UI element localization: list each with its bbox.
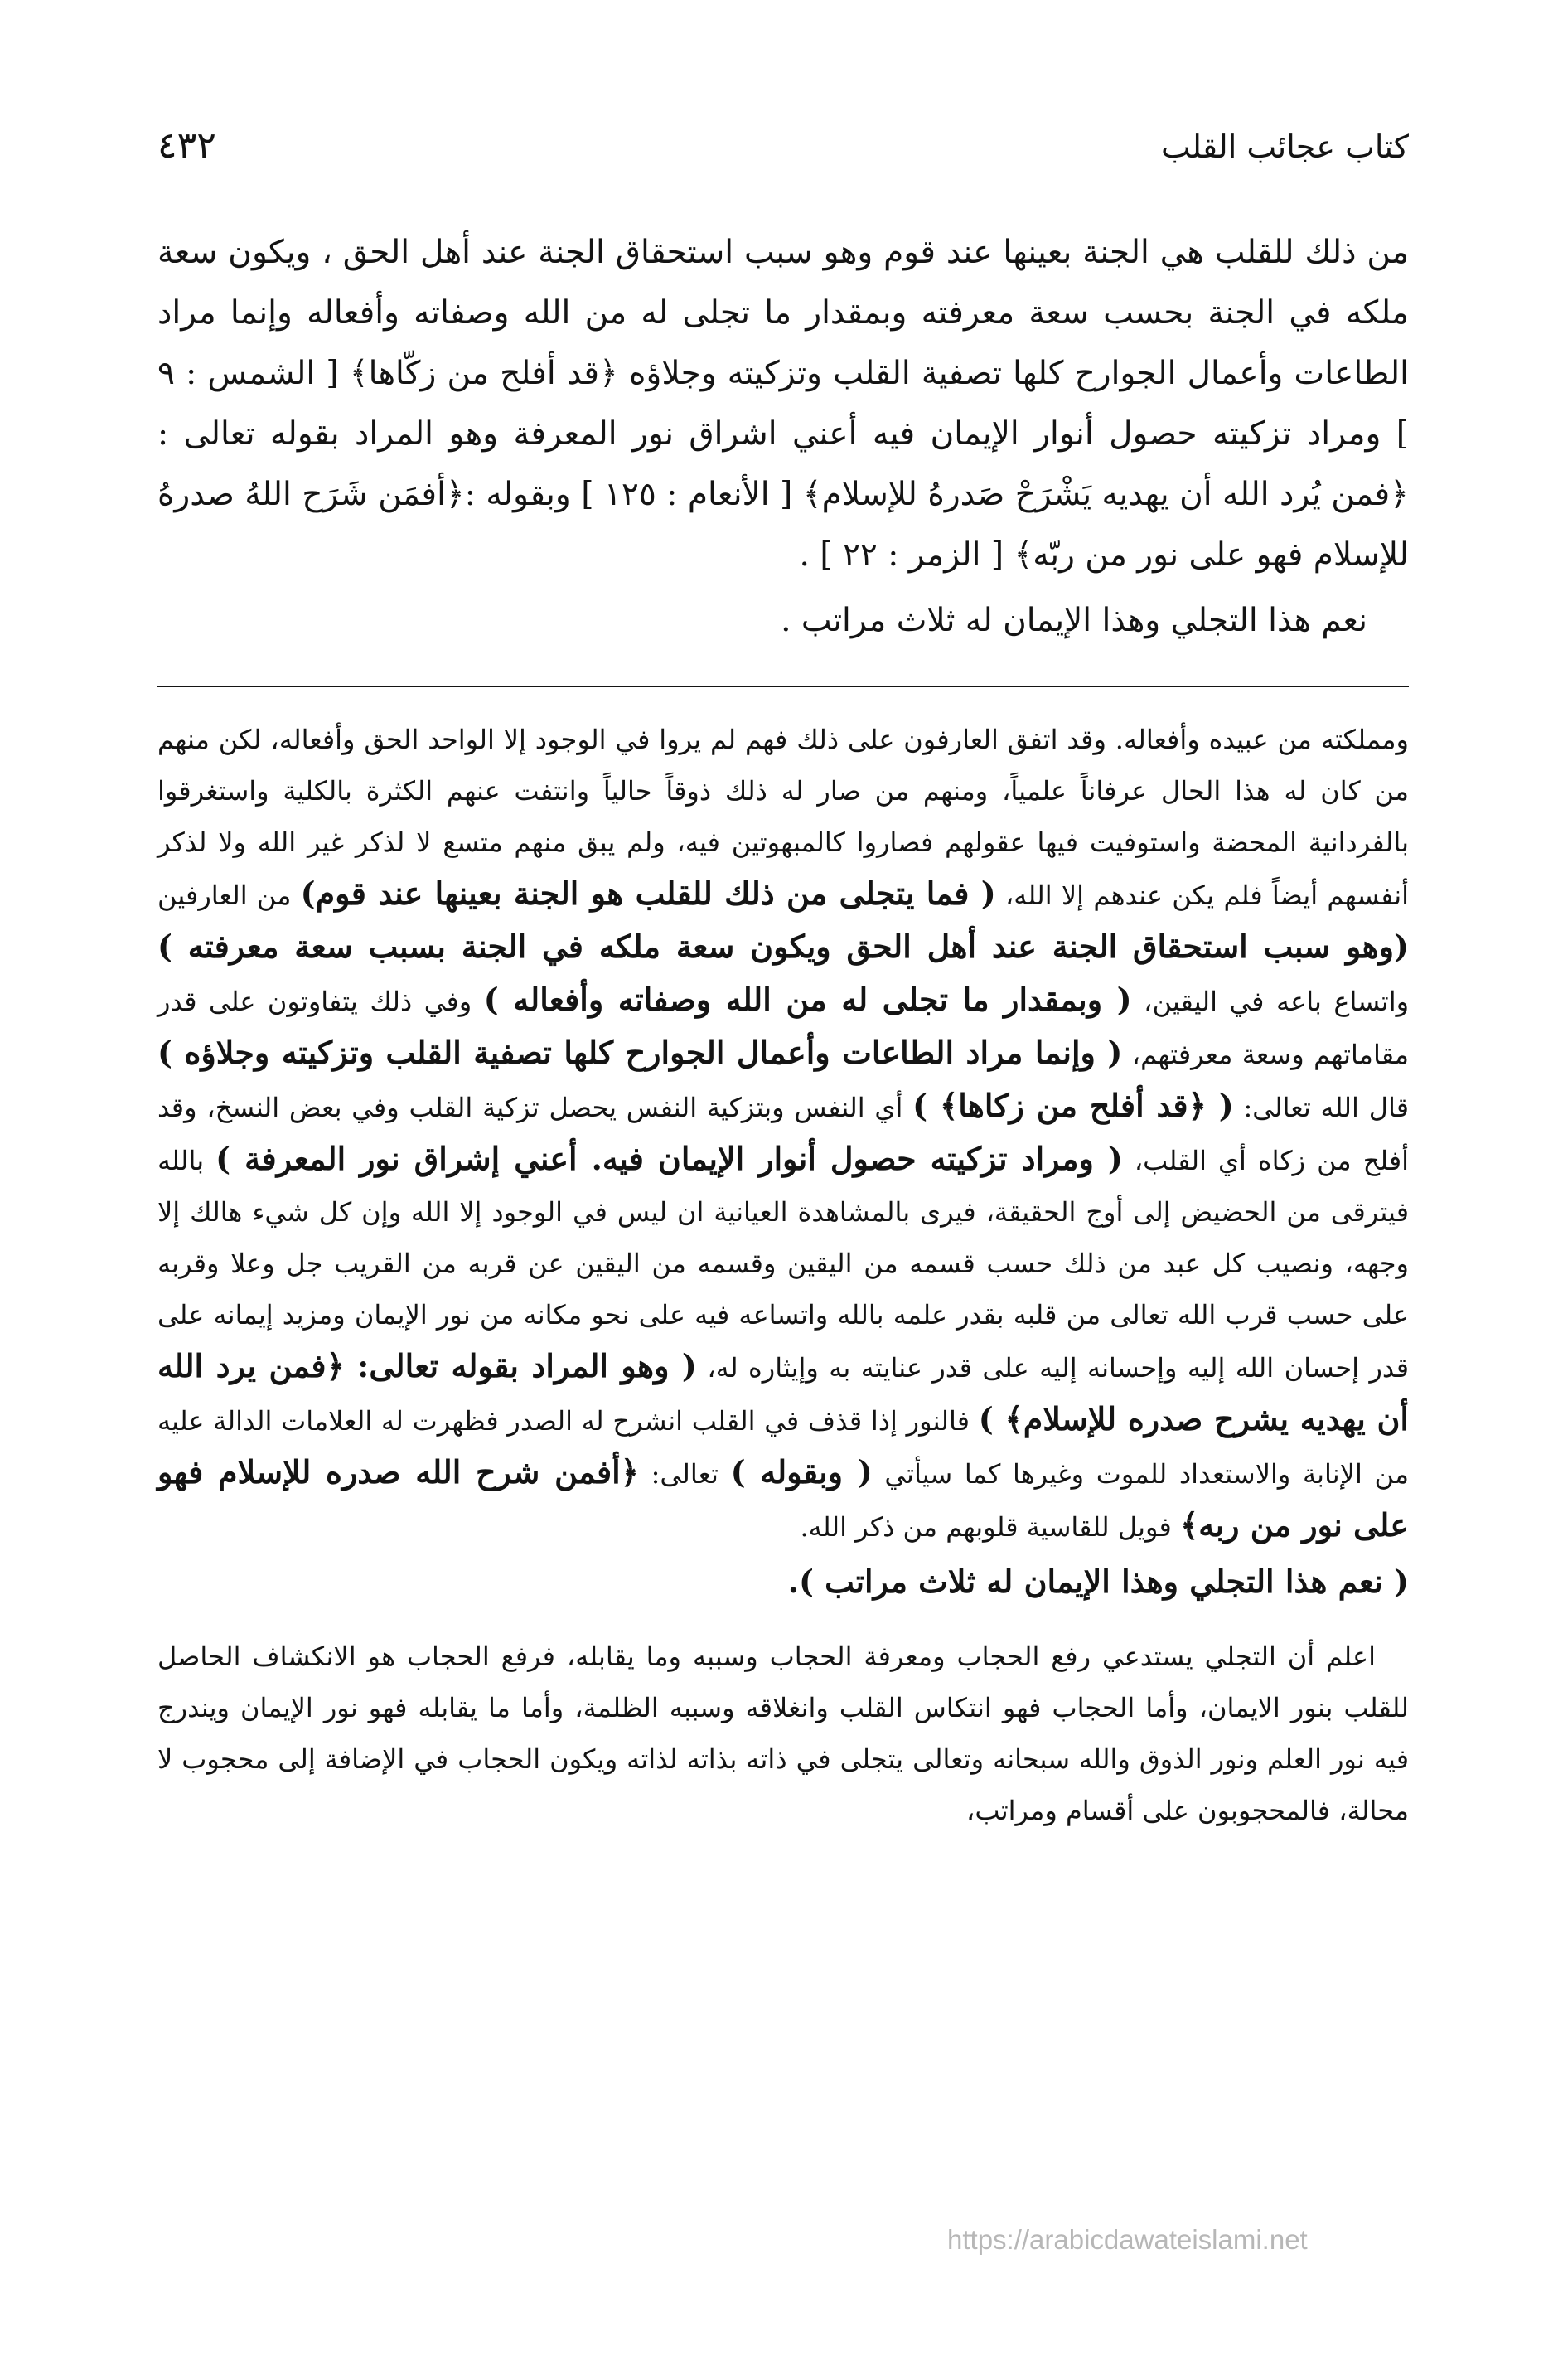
quoted-matn: ﴿أفمن شرح الله صدره للإسلام فهو على نور من ربه﴾ bbox=[157, 1453, 1409, 1544]
commentary-text: من العارفين bbox=[157, 880, 292, 911]
commentary-text: قال الله تعالى: bbox=[1243, 1092, 1410, 1123]
commentary-text: وفي ذلك يتفاوتون على قدر مقاماتهم وسعة معرفتهم، bbox=[157, 986, 1410, 1070]
book-title: كتاب عجائب القلب bbox=[1161, 128, 1409, 165]
commentary-text: بالله فيترقى من الحضيض إلى أوج الحقيقة، فيرى بالمشاهدة العيانية ان ليس في الوجود إلا الله وإن كل شيء هالك إلا وجهه، ونصيب كل عبد من ذلك حسب قسمه من اليقين وقسمه من اليقين عن قربه من القريب جل وعلا وقربه على حسب قرب الله تعالى من قلبه بقدر علمه بالله واتساعه فيه على نحو مكانه من نور الإيمان ومزيد إيمانه على قدر إحسان الله إليه وإحسانه إليه على قدر عنايته به وإيثاره له، bbox=[157, 1145, 1410, 1384]
quoted-matn: ( وهو المراد بقوله تعالى: ﴿فمن يرد الله أن يهديه يشرح صدره للإسلام﴾ ) bbox=[157, 1347, 1409, 1437]
commentary-text: فويل للقاسية قلوبهم من ذكر الله. bbox=[800, 1511, 1172, 1543]
commentary-text: واتساع باعه في اليقين، bbox=[1144, 986, 1410, 1017]
section-two bbox=[157, 1631, 1409, 1836]
commentary-closing-quote: ( نعم هذا التجلي وهذا الإيمان له ثلاث مراتب ). bbox=[787, 1563, 1409, 1600]
site-watermark: https://arabicdawateislami.net bbox=[947, 2224, 1308, 2255]
commentary-text: أي النفس وبتزكية النفس يحصل تزكية القلب وفي بعض النسخ، وقد أفلح من زكاه أي القلب، bbox=[157, 1092, 1410, 1176]
footnote-divider bbox=[157, 686, 1409, 687]
commentary-paragraph bbox=[157, 714, 1409, 1553]
quoted-matn: ( وإنما مراد الطاعات وأعمال الجوارح كلها تصفية القلب وتزكيته وجلاؤه ) bbox=[157, 1034, 1123, 1071]
page-number: ٤٣٢ bbox=[157, 124, 216, 167]
quoted-matn: ( وبقوله ) bbox=[730, 1453, 873, 1491]
commentary-text: فالنور إذا قذف في القلب انشرح له الصدر فظهرت له العلامات الدالة عليه من الإنابة والاستعداد للموت وغيرها كما سيأتي bbox=[157, 1405, 1409, 1490]
quoted-matn: ( ﴿قد أفلح من زكاها﴾ ) bbox=[912, 1087, 1234, 1124]
commentary-text: ومملكته من عبيده وأفعاله. وقد اتفق العارفون على ذلك فهم لم يروا في الوجود إلا الواحد الحق وأفعاله، لكن منهم من كان له هذا الحال عرفاناً علمياً، ومنهم من صار له ذلك ذوقاً حالياً وانتفت عنهم الكثرة بالكلية واستغرقوا بالفردانية المحضة واستوفيت فيها عقولهم فصاروا كالمبهوتين فيه، ولم يبق منهم متسع لا لذكر غير الله ولا لذكر أنفسهم أيضاً فلم يكن عندهم إلا الله، bbox=[157, 724, 1410, 911]
quoted-matn: ( وبمقدار ما تجلى له من الله وصفاته وأفعاله ) bbox=[483, 981, 1132, 1018]
commentary-text: تعالى: bbox=[651, 1458, 719, 1490]
section-two-paragraph: اعلم أن التجلي يستدعي رفع الحجاب ومعرفة الحجاب وسببه وما يقابله، فرفع الحجاب هو الانكشاف الحاصل للقلب بنور الايمان، وأما الحجاب فهو انتكاس القلب وانغلاقه وسببه الظلمة، وأما ما يقابله فهو نور الإيمان ويندرج فيه نور العلم ونور الذوق والله سبحانه وتعالى يتجلى في ذاته بذاته لذاته ويكون الحجاب في الإضافة إلى محجوب لا محالة، فالمحجوبون على أقسام ومراتب، bbox=[157, 1641, 1410, 1826]
quoted-matn: ( فما يتجلى من ذلك للقلب هو الجنة بعينها عند قوم) bbox=[300, 875, 996, 912]
main-closing-line: نعم هذا التجلي وهذا الإيمان له ثلاث مراتب . bbox=[781, 602, 1367, 639]
main-text bbox=[157, 222, 1409, 651]
main-paragraph: من ذلك للقلب هي الجنة بعينها عند قوم وهو سبب استحقاق الجنة عند أهل الحق ، ويكون سعة ملكه في الجنة بحسب سعة معرفته وبمقدار ما تجلى له من الله وصفاته وأفعاله وإنما مراد الطاعات وأعمال الجوارح كلها تصفية القلب وتزكيته وجلاؤه ﴿قد أفلح من زكّاها﴾ [ الشمس : ٩ ] ومراد تزكيته حصول أنوار الإيمان فيه أعني اشراق نور المعرفة وهو المراد بقوله تعالى : ﴿فمن يُرد الله أن يهديه يَشْرَحْ صَدرهُ للإسلام﴾ [ الأنعام : ١٢٥ ] وبقوله :﴿أفمَن شَرَح اللهُ صدرهُ للإسلام فهو على نور من ربّه﴾ [ الزمر : ٢٢ ] . bbox=[157, 234, 1410, 574]
quoted-matn: ( ومراد تزكيته حصول أنوار الإيمان فيه. أعني إشراق نور المعرفة ) bbox=[215, 1140, 1123, 1177]
quoted-matn: (وهو سبب استحقاق الجنة عند أهل الحق ويكون سعة ملكه في الجنة بسبب سعة معرفته ) bbox=[157, 928, 1409, 965]
commentary-block bbox=[157, 714, 1409, 1607]
page-header bbox=[157, 124, 1409, 191]
